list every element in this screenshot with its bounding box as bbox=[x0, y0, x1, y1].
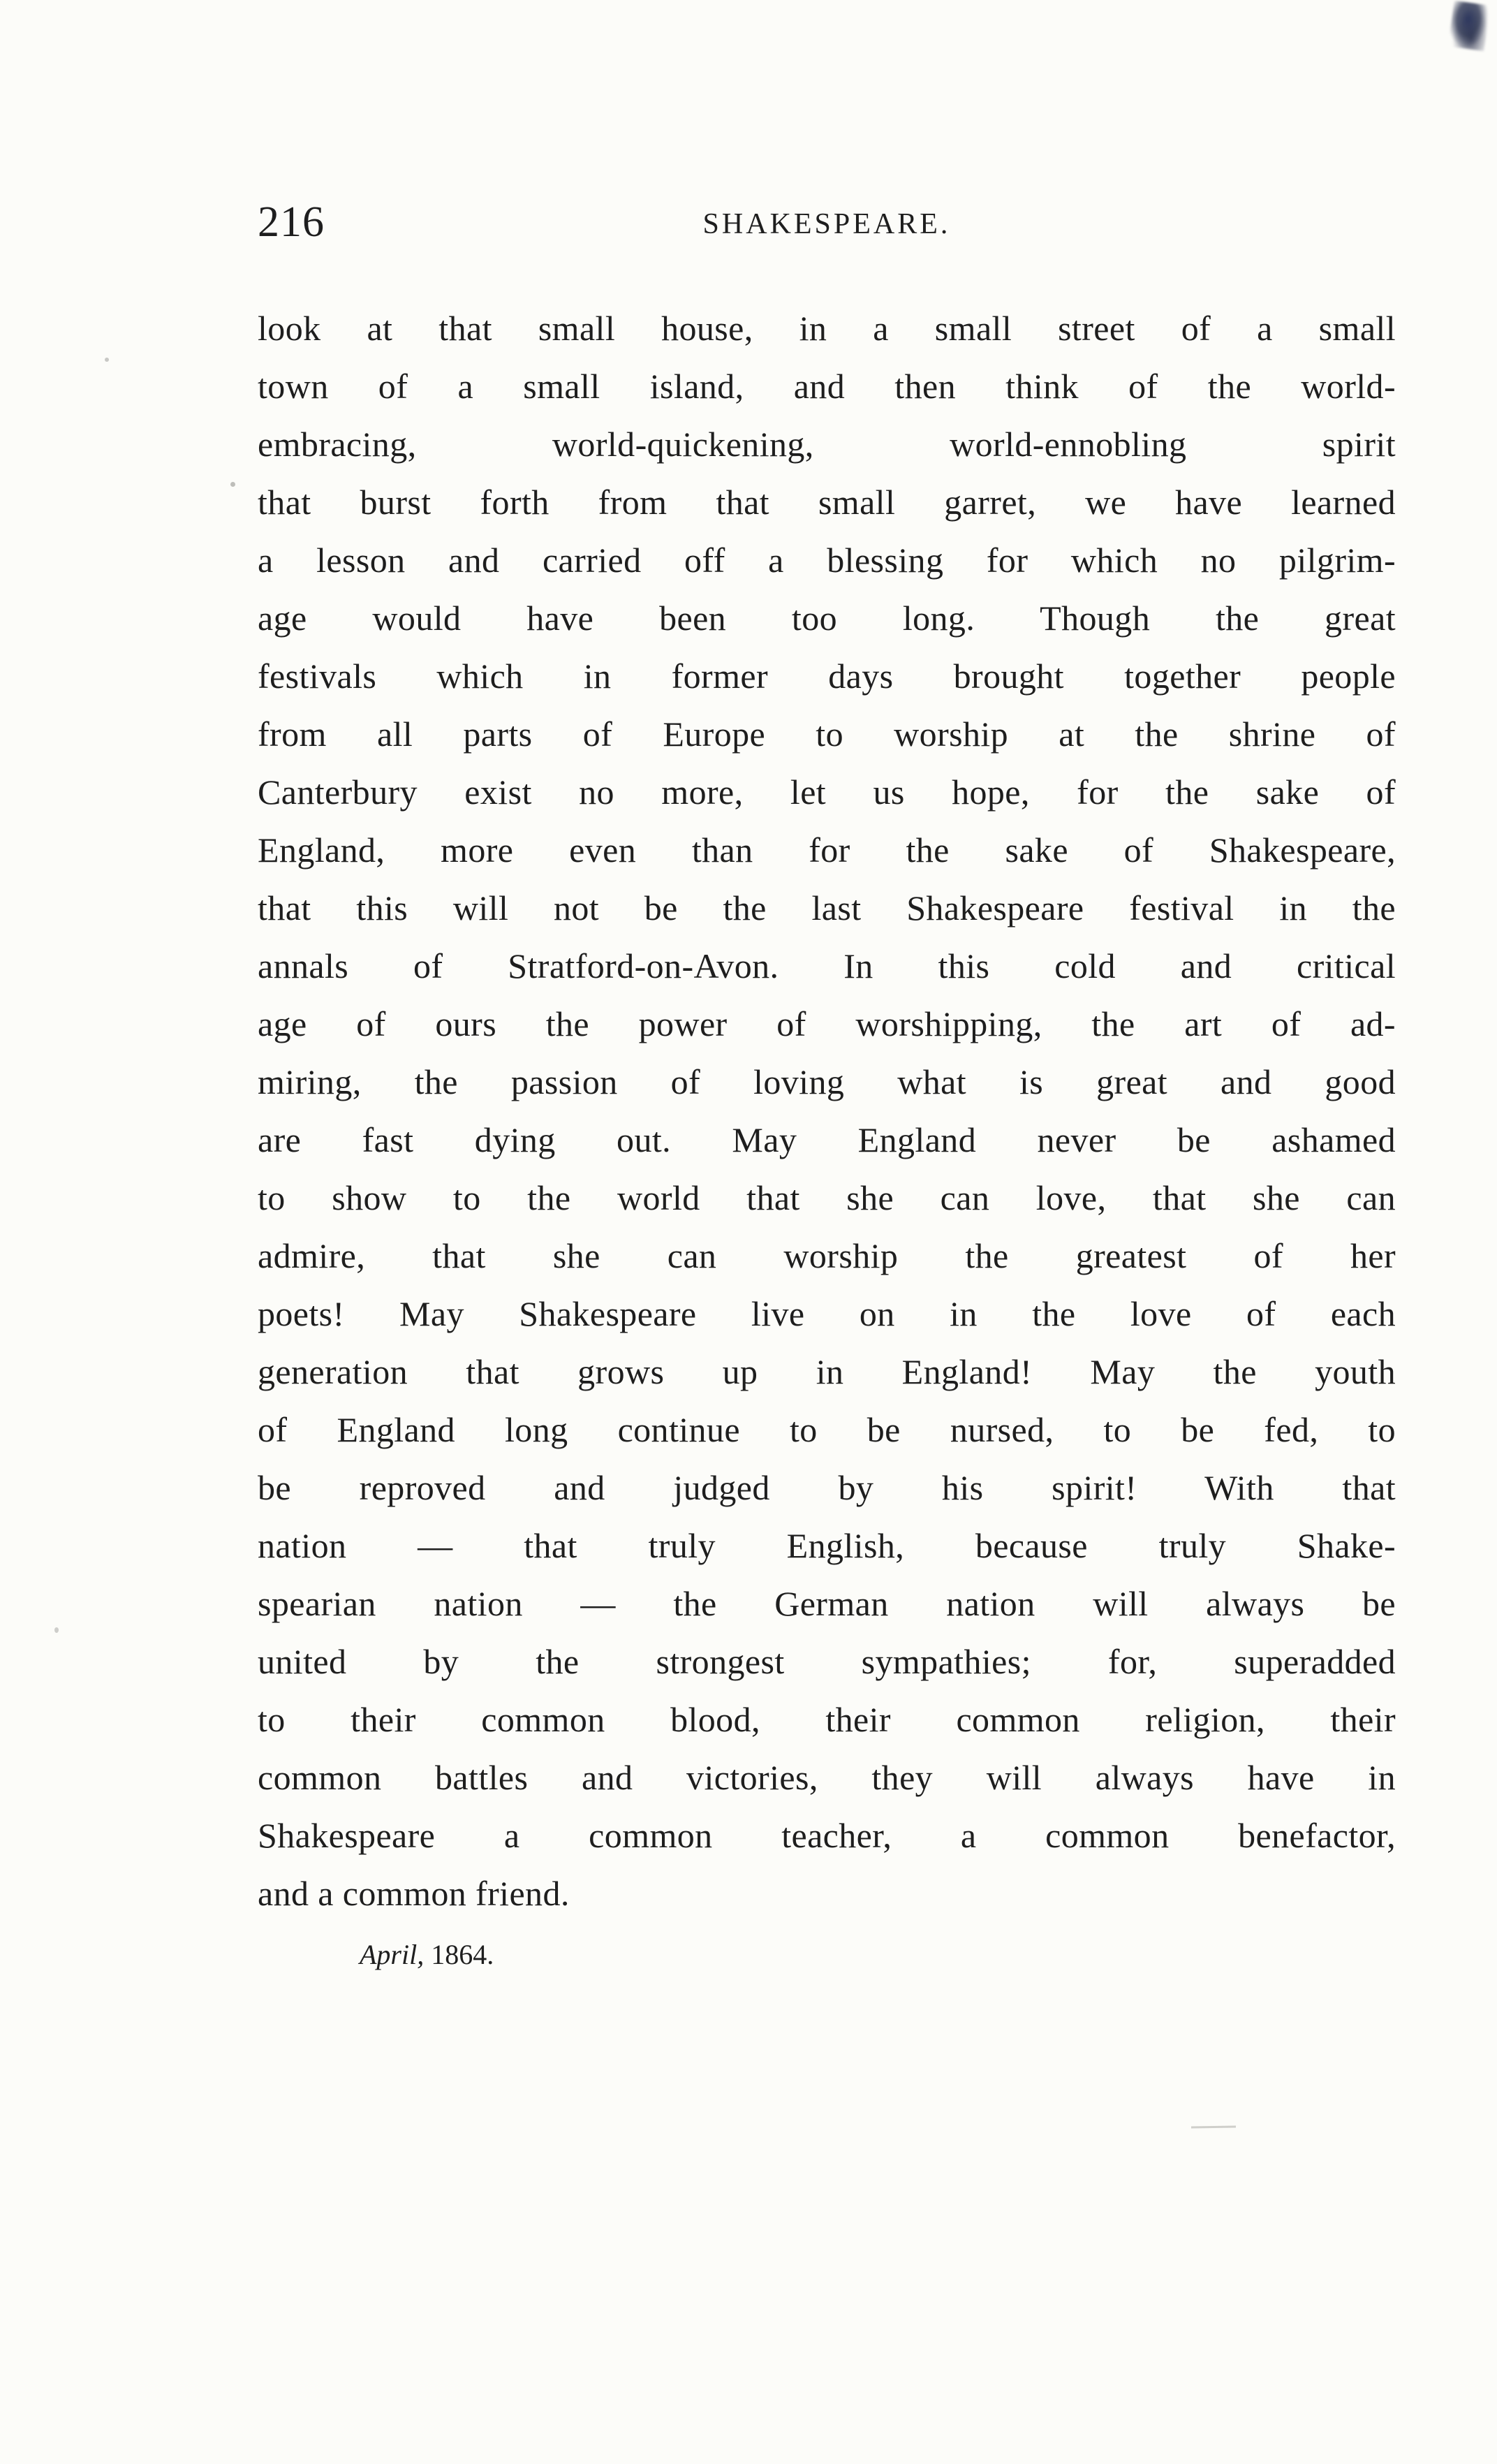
running-title: SHAKESPEARE. bbox=[702, 208, 951, 240]
page-header bbox=[258, 198, 1396, 267]
text-line: annals of Stratford-on-Avon. In this cold and critical bbox=[258, 946, 1396, 985]
text-line: festivals which in former days brought together people bbox=[258, 657, 1396, 696]
scan-fleck bbox=[54, 1627, 59, 1633]
text-line: town of a small island, and then think of the world- bbox=[258, 367, 1396, 406]
text-line: united by the strongest sympathies; for, superadded bbox=[258, 1642, 1396, 1681]
text-line: common battles and victories, they will always have in bbox=[258, 1758, 1396, 1797]
text-line: be reproved and judged by his spirit! With that bbox=[258, 1468, 1396, 1507]
text-line: nation — that truly English, because truly Shake- bbox=[258, 1526, 1396, 1565]
text-line: Canterbury exist no more, let us hope, for the sake of bbox=[258, 772, 1396, 812]
text-line: admire, that she can worship the greatest of her bbox=[258, 1236, 1396, 1275]
dateline-month: April, bbox=[360, 1939, 425, 1970]
text-line: a lesson and carried off a blessing for which no pilgrim- bbox=[258, 541, 1396, 580]
dateline bbox=[258, 1934, 1396, 1976]
text-line: spearian nation — the German nation will always be bbox=[258, 1584, 1396, 1623]
ink-smudge-artifact bbox=[1448, 1, 1491, 52]
text-line: of England long continue to be nursed, to be fed, to bbox=[258, 1410, 1396, 1449]
text-line: miring, the passion of loving what is great and good bbox=[258, 1062, 1396, 1101]
text-line: that this will not be the last Shakespeare festival in the bbox=[258, 888, 1396, 927]
text-line: Shakespeare a common teacher, a common benefactor, bbox=[258, 1816, 1396, 1855]
page-number: 216 bbox=[258, 198, 325, 246]
dateline-year: 1864. bbox=[424, 1939, 494, 1970]
text-line: and a common friend. bbox=[258, 1874, 570, 1913]
text-line: age of ours the power of worshipping, the art of ad- bbox=[258, 1004, 1396, 1043]
text-line: to show to the world that she can love, that she can bbox=[258, 1178, 1396, 1217]
text-line: generation that grows up in England! May the youth bbox=[258, 1352, 1396, 1391]
text-line: England, more even than for the sake of Shakespeare, bbox=[258, 830, 1396, 870]
text-block bbox=[258, 198, 1396, 1976]
text-line: embracing, world-quickening, world-ennobling spirit bbox=[258, 425, 1396, 464]
body-text bbox=[258, 300, 1396, 1923]
text-line: to their common blood, their common religion, their bbox=[258, 1700, 1396, 1739]
text-line: are fast dying out. May England never be ashamed bbox=[258, 1120, 1396, 1159]
text-line: from all parts of Europe to worship at the shrine of bbox=[258, 714, 1396, 754]
text-line: age would have been too long. Though the great bbox=[258, 599, 1396, 638]
text-line: poets! May Shakespeare live on in the love of each bbox=[258, 1294, 1396, 1333]
text-line: that burst forth from that small garret, we have learned bbox=[258, 483, 1396, 522]
text-line: look at that small house, in a small street of a small bbox=[258, 309, 1396, 348]
scan-scratch bbox=[1191, 2125, 1236, 2128]
scan-fleck bbox=[230, 482, 235, 487]
scan-fleck bbox=[105, 358, 109, 362]
